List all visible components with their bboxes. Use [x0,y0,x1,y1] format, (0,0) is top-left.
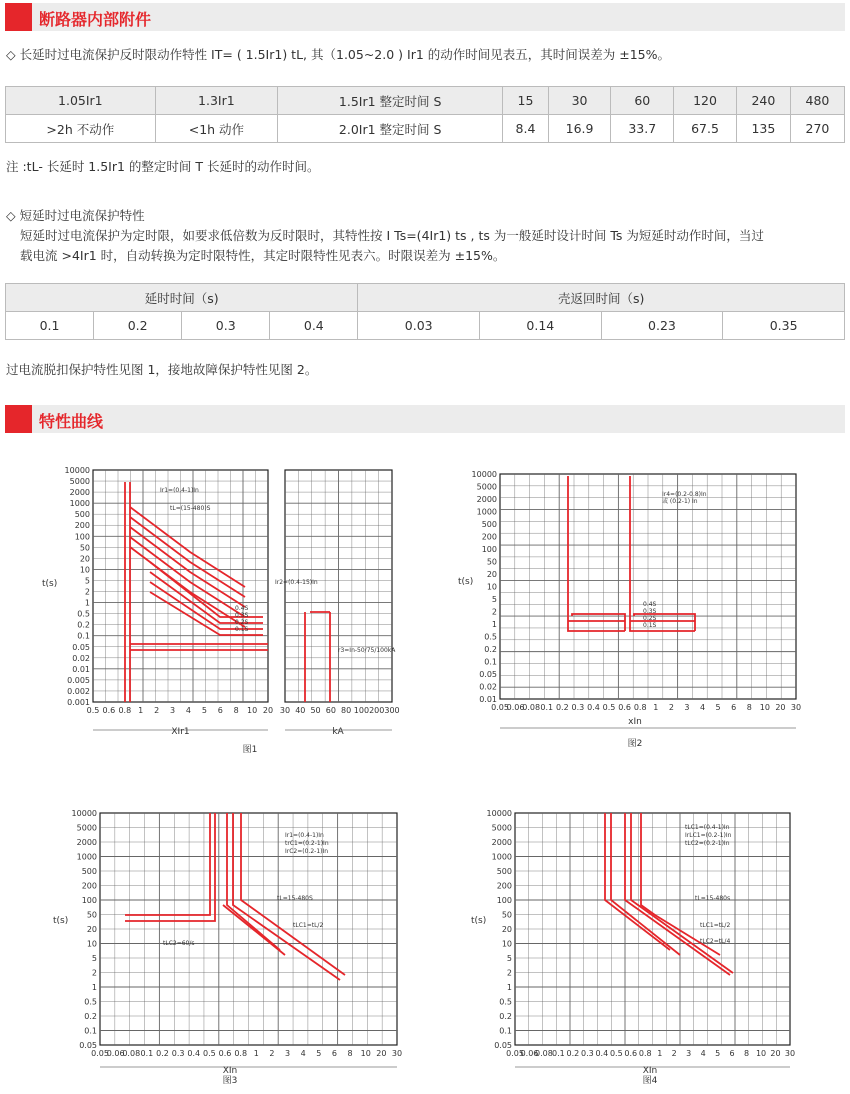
y-tick-label: 2 [491,607,497,617]
x-tick-label: 0.6 [102,706,116,715]
y-axis-label: t(s) [42,579,58,589]
y-tick-label: 0.05 [79,1041,97,1050]
y-tick-label: 0.1 [499,1026,512,1036]
table-cell: 2.0Ir1 整定时间 S [278,115,503,143]
y-tick-label: 500 [481,520,497,529]
y-axis-label: t(s) [471,916,487,926]
y-tick-label: 1 [84,598,90,608]
delay-time-header: 延时时间（s) [6,284,358,312]
x-tick-label: 0.3 [171,1049,185,1058]
curve-note: tLC1=tL/2 [700,922,731,929]
y-tick-label: 20 [86,925,97,934]
x-tick-label: 10 [755,1049,767,1058]
curve-note: 0.4S [643,601,657,608]
figure-caption: 图2 [627,739,643,749]
y-tick-label: 100 [81,896,97,905]
figure-1-svg [30,462,410,762]
x-tick-label: 0.6 [618,703,631,712]
y-axis-label: t(s) [53,916,69,926]
y-tick-label: 5000 [76,823,97,833]
x-tick-label: 0.08 [522,703,541,712]
y-tick-label: 0.02 [72,653,90,663]
short-delay-heading: ◇ 短延时过电流保护特性 [6,208,145,223]
table-cell: 1.05Ir1 [6,87,156,115]
x-tick-label: 6 [729,1049,735,1058]
x-tick-label: 0.06 [106,1049,125,1058]
x-tick-label: 30 [391,1049,403,1058]
curve-note: tL=15-480s [695,895,731,902]
x-tick-label: 300 [384,706,400,715]
table-cell: 30 [548,87,611,115]
x-axis-label: XIn [642,1066,658,1076]
curve-note: Ir1=(0.4-1)In [285,832,324,839]
curve-note: tLC2=60/s [163,940,195,947]
table-cell: 0.1 [6,312,94,340]
trip-characteristic-note: 过电流脱扣保护特性见图 1，接地故障保护特性见图 2。 [6,362,318,377]
x-tick-label: 2 [269,1049,275,1058]
y-tick-label: 0.002 [67,686,90,696]
y-tick-label: 2000 [491,838,512,847]
long-delay-note: 注 :tL- 长延时 1.5Ir1 的整定时间 T 长延时的动作时间。 [6,159,320,174]
x-tick-label: 80 [341,706,352,715]
x-tick-label: 4 [700,1049,706,1058]
y-tick-label: 2 [91,968,97,978]
long-delay-table [5,86,845,143]
x-tick-label: 5 [715,1049,721,1058]
x-tick-label: 1 [138,706,144,715]
y-tick-label: 5 [491,595,497,604]
table-cell: 67.5 [674,115,737,143]
x-tick-label: 4 [185,706,192,715]
table-row [6,312,845,340]
y-tick-label: 1000 [491,852,512,862]
x-tick-label: 3 [686,1049,692,1058]
y-tick-label: 50 [501,910,512,920]
y-tick-label: 1 [491,620,497,629]
figure-3-svg [45,805,415,1090]
y-tick-label: 200 [496,881,512,891]
short-delay-line1: 短延时过电流保护为定时限，如要求低倍数为反时限时，其特性按 I Ts=(4Ir1) ts , ts 为一般延时设计时间 Ts 为短延时动作时间，当过 [20,228,764,243]
curve-note: tLC2=tL/4 [700,938,731,945]
y-tick-label: 1 [506,983,512,992]
figure-1-overcurrent-curve [30,462,410,762]
x-tick-label: 1 [657,1049,663,1058]
y-tick-label: 100 [496,896,512,905]
table-cell: >2h 不动作 [6,115,156,143]
y-tick-label: 0.005 [67,675,90,685]
y-tick-label: 10 [501,939,512,949]
x-tick-label: 0.05 [491,703,509,712]
y-tick-label: 10 [86,939,97,949]
table-cell: 60 [611,87,674,115]
figure-caption: 图1 [242,745,258,755]
x-tick-label: 0.8 [633,703,647,712]
table-cell: 33.7 [611,115,674,143]
x-tick-label: 0.06 [506,703,525,712]
x-tick-label: 0.8 [234,1049,248,1058]
x2-axis-label: kA [332,727,344,737]
figure-2-ground-fault-curve [450,466,830,756]
y-tick-label: 50 [86,910,97,920]
table-cell: 8.4 [503,115,548,143]
y-tick-label: 2000 [76,838,97,847]
x-tick-label: 0.4 [595,1049,609,1058]
y-tick-label: 5 [506,954,512,963]
x-tick-label: 0.5 [602,703,616,712]
x-tick-label: 5 [201,706,207,715]
y-tick-label: 20 [79,554,90,564]
short-delay-section [6,206,764,266]
curve-note: tLC1=(0.4-1)In [685,824,730,831]
x-tick-label: 0.06 [520,1049,539,1058]
y-tick-label: 0.02 [479,682,497,692]
x-tick-label: 0.5 [609,1049,623,1058]
y-tick-label: 500 [74,510,90,520]
x-tick-label: 0.1 [540,703,554,712]
x-tick-label: 0.8 [118,706,132,715]
y-tick-label: 0.2 [84,1012,97,1021]
y-tick-label: 10 [486,582,497,592]
x-tick-label: 0.4 [187,1049,201,1058]
y-tick-label: 0.05 [479,670,497,679]
y-tick-label: 0.2 [499,1012,512,1021]
x-tick-label: 0.8 [638,1049,652,1058]
x-tick-label: 50 [310,706,321,715]
y-tick-label: 500 [81,867,97,876]
curve-note: IrLC1=(0.2-1)In [685,832,732,839]
table-cell: 1.3Ir1 [155,87,277,115]
y-tick-label: 2000 [476,495,497,504]
y-tick-label: 10 [79,565,90,575]
curve-note: IrC2=(0.2-1)In [285,848,329,855]
y-tick-label: 100 [481,545,497,554]
curve-note: 或 (0.2-1) In [662,498,698,505]
table-row [6,115,845,143]
y-tick-label: 100 [74,532,90,542]
x-tick-label: 200 [369,706,385,715]
x-tick-label: 0.6 [218,1049,232,1058]
table-cell: 240 [736,87,790,115]
x-tick-label: 0.2 [555,703,569,712]
x-tick-label: 100 [353,706,370,715]
table-cell: 16.9 [548,115,611,143]
y-tick-label: 5000 [69,477,90,487]
header-red-block [10,405,32,433]
y-tick-label: 1000 [76,852,97,862]
table-cell: 480 [790,87,844,115]
x-tick-label: 0.1 [140,1049,154,1058]
x-tick-label: 20 [775,703,786,712]
y-tick-label: 50 [79,543,90,553]
curve-note: 0.2S [643,615,657,622]
x-tick-label: 6 [731,703,737,712]
table-cell: 0.3 [182,312,270,340]
x-tick-label: 20 [376,1049,387,1058]
y-tick-label: 200 [74,521,90,531]
y-tick-label: 10000 [486,809,512,818]
x-tick-label: 0.4 [587,703,600,712]
y-tick-label: 0.2 [77,620,90,630]
table-cell: 0.23 [601,312,723,340]
x-tick-label: 30 [279,706,291,715]
x-tick-label: 2 [154,706,160,715]
y-tick-label: 50 [486,557,497,567]
curve-note: 0.3S [235,612,249,619]
short-delay-table [5,283,845,340]
y-tick-label: 0.01 [479,695,497,704]
y-tick-label: 500 [496,867,512,876]
curve-note: tLC2=(0.2-1)In [685,840,730,847]
y-tick-label: 5 [84,576,90,586]
x-tick-label: 6 [331,1049,338,1058]
y-tick-label: 20 [486,570,497,579]
x-tick-label: 30 [790,703,802,712]
x-tick-label: 0.1 [552,1049,565,1058]
curve-note: tL=(15-480)S [170,505,211,512]
short-delay-line2: 载电流 >4Ir1 时，自动转换为定时限特性，其定时限特性见表六。时限误差为 ±15%。 [20,248,506,263]
y-tick-label: 0.01 [72,664,90,674]
curve-note: 0.4S [235,605,249,612]
x-tick-label: 40 [295,706,306,715]
x-tick-label: 1 [653,703,659,712]
x-tick-label: 10 [246,706,258,715]
curve-note: tL=15-480S [277,895,313,902]
curve-note: 0.2S [235,619,249,626]
y-tick-label: 2 [84,587,90,597]
x-tick-label: 5 [715,703,721,712]
y-tick-label: 0.001 [67,698,90,707]
y-tick-label: 0.1 [77,631,90,641]
x-tick-label: 8 [746,703,752,712]
x-tick-label: 1 [253,1049,259,1058]
y-axis-label: t(s) [458,577,474,587]
curve-note: Ir1=(0.4-1)In [160,487,199,494]
x-axis-label: xIn [628,717,642,727]
y-tick-label: 200 [481,532,497,542]
x-tick-label: 30 [784,1049,796,1058]
y-tick-label: 2000 [69,488,90,498]
y-tick-label: 1000 [69,499,90,509]
table-cell: 270 [790,115,844,143]
curve-note: trC1=(0.2-1)In [285,840,329,847]
y-tick-label: 0.5 [77,609,90,619]
x-tick-label: 6 [217,706,223,715]
x-tick-label: 3 [684,703,690,712]
section-title: 断路器内部附件 [39,10,152,29]
y-tick-label: 5 [91,954,97,963]
x-tick-label: 8 [744,1049,750,1058]
figure-caption: 图4 [642,1076,658,1086]
x-tick-label: 0.5 [86,706,100,715]
y-tick-label: 1000 [476,507,497,517]
figure-2-svg [450,466,830,756]
curve-note: r3=In-50/75/100kA [338,647,396,654]
y-tick-label: 0.5 [499,997,512,1007]
curve-note: 0.3S [643,608,657,615]
x-tick-label: 20 [770,1049,781,1058]
y-tick-label: 0.5 [84,997,97,1007]
y-tick-label: 2 [506,968,512,978]
y-tick-label: 0.1 [484,657,497,667]
header-red-block [10,3,32,31]
figure-4-svg [465,805,835,1090]
table-cell: 120 [674,87,737,115]
table-cell: 1.5Ir1 整定时间 S [278,87,503,115]
x-tick-label: 20 [262,706,274,715]
x-tick-label: 0.08 [122,1049,141,1058]
y-tick-label: 10000 [64,466,90,475]
y-tick-label: 5000 [491,823,512,833]
y-tick-label: 20 [501,925,512,934]
x-axis-label: XIn [222,1066,238,1076]
table-cell: 15 [503,87,548,115]
table-cell: 135 [736,115,790,143]
x-tick-label: 0.3 [581,1049,594,1058]
x-tick-label: 8 [233,706,239,715]
table-row [6,87,845,115]
figure-3-curve [45,805,415,1090]
x-tick-label: 4 [300,1049,306,1058]
table-cell: <1h 动作 [155,115,277,143]
section-header-curves [5,405,845,433]
x-tick-label: 8 [347,1049,353,1058]
table-row [6,284,845,312]
y-tick-label: 0.5 [484,632,497,642]
return-time-header: 壳返回时间（s) [358,284,845,312]
x-tick-label: 3 [169,706,176,715]
figure-caption: 图3 [222,1076,238,1086]
curve-note: Ir2=(0.4-15)In [275,579,318,586]
y-tick-label: 10000 [71,809,97,818]
curve-note: 0.1S [643,622,657,629]
y-tick-label: 0.05 [494,1041,512,1050]
x-tick-label: 0.05 [91,1049,109,1058]
x-tick-label: 4 [699,703,706,712]
x-tick-label: 0.5 [203,1049,216,1058]
figure-4-curve [465,805,835,1090]
y-tick-label: 10000 [471,470,497,479]
section-title: 特性曲线 [39,412,104,431]
x-tick-label: 2 [668,703,674,712]
curve-note: Ir4=(0.2-0.8)In [662,491,707,498]
table-cell: 0.03 [358,312,480,340]
table-cell: 0.14 [480,312,602,340]
x-tick-label: 0.6 [624,1049,638,1058]
long-delay-description: ◇ 长延时过电流保护反时限动作特性 IT= ( 1.5Ir1) tL, 其（1.05~2.0 ) Ir1 的动作时间见表五，其时间误差为 ±15%。 [6,47,670,62]
curve-note: 0.1S [235,626,249,633]
y-tick-label: 0.1 [84,1026,97,1036]
x-tick-label: 0.2 [156,1049,169,1058]
table-cell: 0.4 [270,312,358,340]
table-cell: 0.2 [94,312,182,340]
y-tick-label: 200 [81,881,97,891]
x-tick-label: 3 [285,1049,291,1058]
x-tick-label: 2 [671,1049,677,1058]
curve-note: tLC1=tL/2 [293,922,324,929]
x-tick-label: 60 [325,706,336,715]
x-tick-label: 5 [316,1049,322,1058]
y-tick-label: 0.05 [72,642,90,652]
y-tick-label: 0.2 [484,645,497,654]
x-axis-label: XIr1 [171,727,190,737]
x-tick-label: 0.2 [566,1049,580,1058]
y-tick-label: 5000 [476,482,497,492]
y-tick-label: 1 [91,983,97,992]
x-tick-label: 0.3 [571,703,585,712]
section-header-internal-accessories [5,3,845,31]
x-tick-label: 0.08 [535,1049,553,1058]
x-tick-label: 10 [360,1049,371,1058]
table-cell: 0.35 [723,312,845,340]
x-tick-label: 0.05 [506,1049,524,1058]
x-tick-label: 10 [759,703,770,712]
